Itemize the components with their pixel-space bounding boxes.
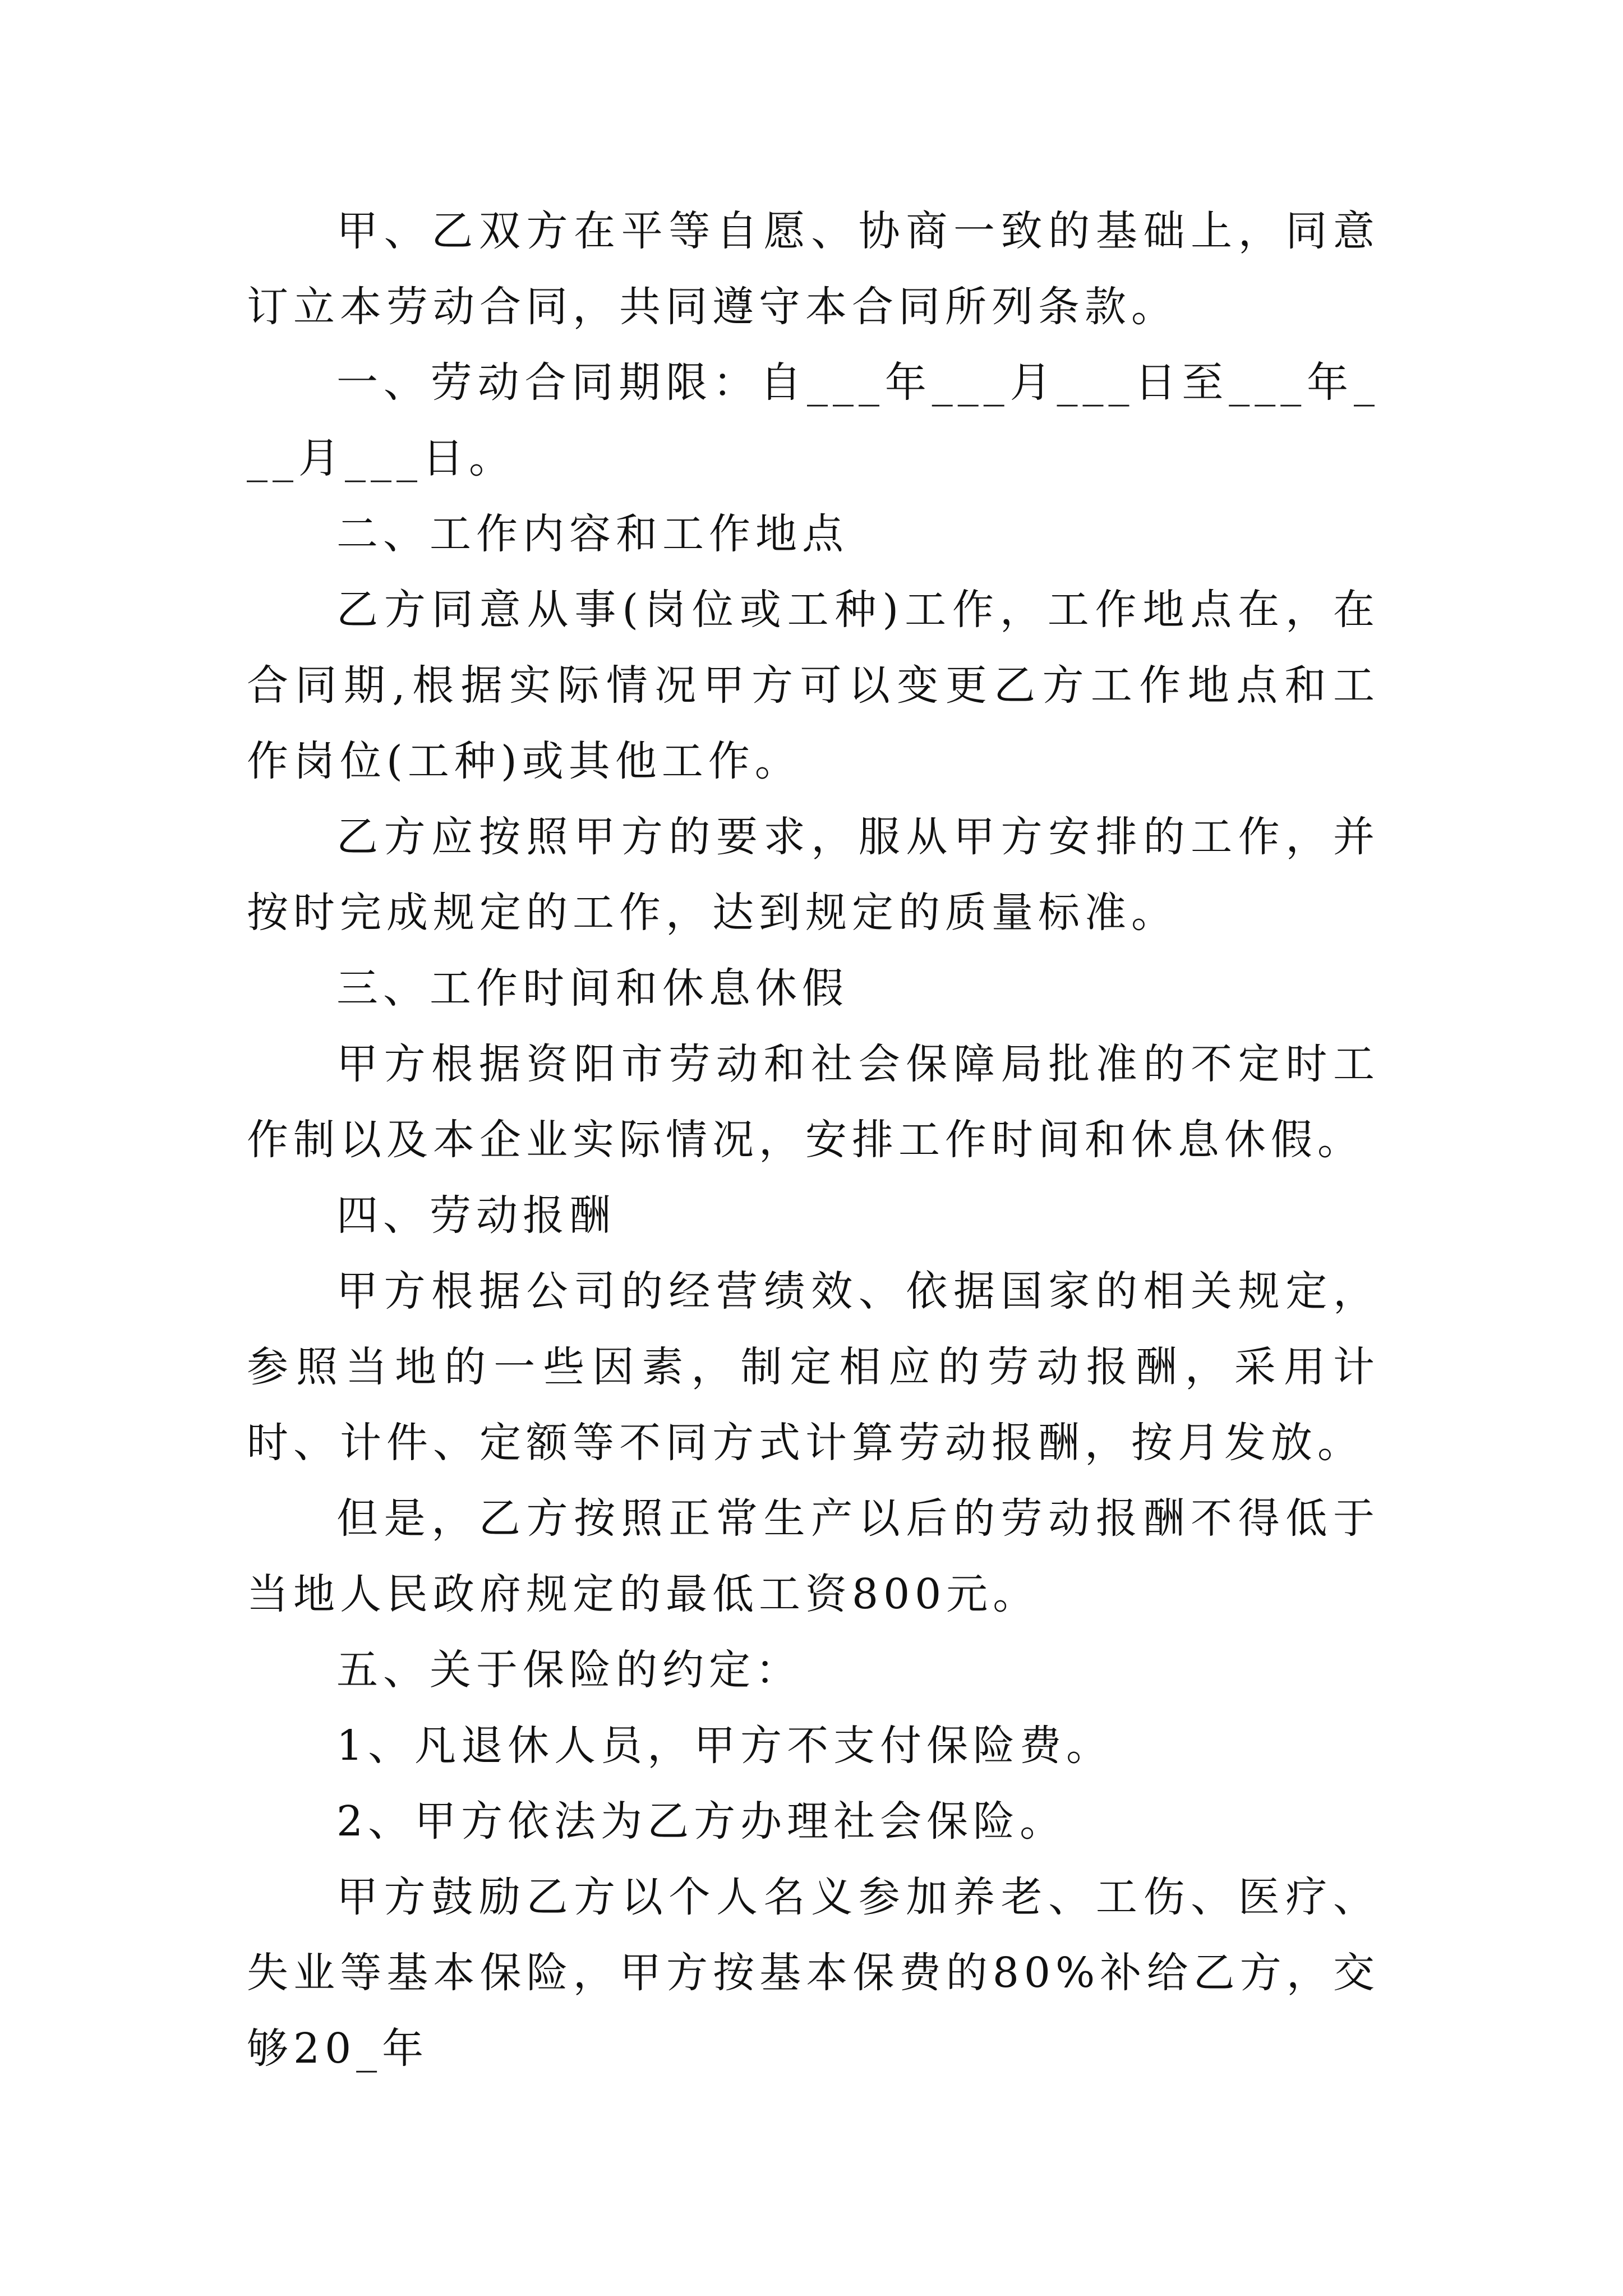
intro-paragraph: 甲、乙双方在平等自愿、协商一致的基础上，同意订立本劳动合同，共同遵守本合同所列条款。 [247, 207, 1380, 331]
document-body [247, 194, 1380, 2087]
section-5-item-1: 1、凡退休人员，甲方不支付保险费。 [336, 1722, 1113, 1770]
section-4-heading: 四、劳动报酬 [336, 1191, 616, 1240]
contract-term-paragraph: 一、劳动合同期限：自___年___月___日至___年___月___日。 [247, 358, 1380, 482]
section-4-paragraph-1: 甲方根据公司的经营绩效、依据国家的相关规定，参照当地的一些因素，制定相应的劳动报酬，采用计时、计件、定额等不同方式计算劳动报酬，按月发放。 [247, 1267, 1380, 1467]
section-3-paragraph-1: 甲方根据资阳市劳动和社会保障局批准的不定时工作制以及本企业实际情况，安排工作时间和休息休假。 [247, 1040, 1380, 1164]
section-5-item-2: 2、甲方依法为乙方办理社会保险。 [336, 1797, 1067, 1846]
section-5-paragraph-1: 甲方鼓励乙方以个人名义参加养老、工伤、医疗、失业等基本保险，甲方按基本保费的80%补给乙方，交够20_年 [247, 1873, 1380, 2073]
section-4-paragraph-2: 但是，乙方按照正常生产以后的劳动报酬不得低于当地人民政府规定的最低工资800元。 [247, 1494, 1380, 1618]
section-2-paragraph-1: 乙方同意从事(岗位或工种)工作，工作地点在，在合同期,根据实际情况甲方可以变更乙方工作地点和工作岗位(工种)或其他工作。 [247, 586, 1380, 785]
section-2-paragraph-2: 乙方应按照甲方的要求，服从甲方安排的工作，并按时完成规定的工作，达到规定的质量标准。 [247, 813, 1380, 937]
section-2-heading: 二、工作内容和工作地点 [336, 510, 849, 558]
section-3-heading: 三、工作时间和休息休假 [336, 964, 849, 1013]
section-5-heading: 五、关于保险的约定： [336, 1646, 802, 1694]
